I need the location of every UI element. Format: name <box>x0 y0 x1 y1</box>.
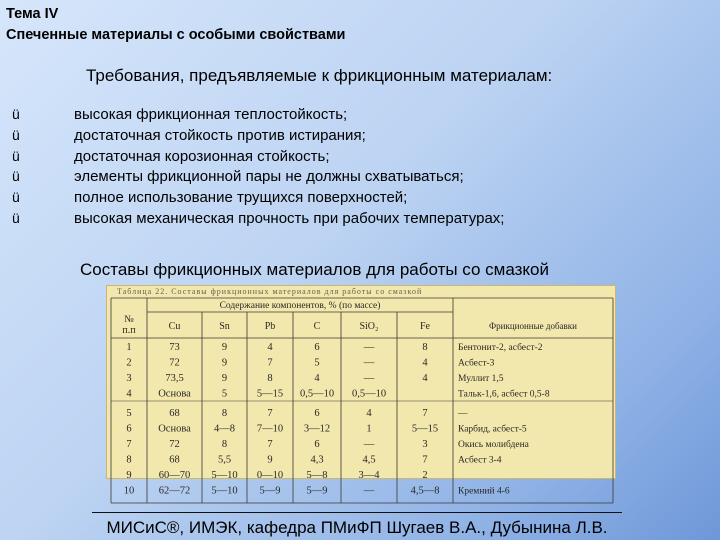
list-item-text: высокая механическая прочность при рабочих температурах; <box>74 209 505 227</box>
table-cell: 3 <box>126 373 132 384</box>
table-cell: 5—15 <box>256 388 284 400</box>
table-cell: 7 <box>267 439 273 450</box>
table-cell: 9 <box>267 454 273 466</box>
table-cell: 0,5—10 <box>299 388 335 400</box>
table-cell: 8 <box>267 373 273 384</box>
table-cell: Карбид, асбест-5 <box>458 424 527 435</box>
table-column-header: SiO₂ <box>359 321 379 332</box>
table-cell: 73 <box>169 342 180 353</box>
slide-title: Спеченные материалы с особыми свойствами <box>6 27 346 43</box>
table-cell: 4 <box>314 373 320 384</box>
table-cell: 73,5 <box>165 373 184 384</box>
table-cell: 10 <box>123 485 135 497</box>
table-cell: 5 <box>314 357 320 369</box>
table-cell: 4 <box>422 357 428 369</box>
table-column-header: Cu <box>168 321 181 332</box>
topic-label: Тема IV <box>6 6 59 22</box>
table-cell: 72 <box>169 357 180 369</box>
footer-credits: МИСиС®, ИМЭК, кафедра ПМиФП Шугаев В.А., Дубынина Л.В. <box>92 512 622 538</box>
table-cell: 4 <box>267 342 273 353</box>
table-cell: 8 <box>422 342 428 353</box>
table-cell: Асбест-3 <box>458 358 495 369</box>
table-cell: — <box>363 485 375 497</box>
table-cell: 7 <box>422 408 428 419</box>
check-icon: ü <box>12 209 20 226</box>
table-cell: 6 <box>314 342 320 353</box>
table-cell: 5,5 <box>217 454 232 466</box>
table-cell: — <box>458 409 468 419</box>
table-cell: 62—72 <box>158 485 191 497</box>
table-cell: 6 <box>314 408 320 419</box>
requirements-title: Требования, предъявляемые к фрикционным материалам: <box>86 66 553 85</box>
list-item <box>8 125 504 146</box>
composition-table <box>107 286 615 497</box>
table-cell: 4 <box>366 408 372 419</box>
table-cell: 3—4 <box>358 470 380 481</box>
table-cell: 60—70 <box>158 470 191 481</box>
table-cell: 9 <box>221 342 228 353</box>
table-cell: 5 <box>221 388 228 400</box>
table-column-header: № <box>124 314 134 325</box>
table-cell: 2 <box>422 470 428 481</box>
table-cell: 5—10 <box>211 485 238 497</box>
list-item-text: высокая фрикционная теплостойкость; <box>74 106 348 123</box>
list-item-text: достаточная стойкость против истирания; <box>74 126 366 144</box>
composition-table-scan <box>106 285 616 497</box>
table-cell: 4—8 <box>214 423 235 435</box>
table-cell: 7 <box>267 408 273 419</box>
table-cell: 68 <box>169 408 180 419</box>
check-icon: ü <box>12 168 20 185</box>
table-cell: 3—12 <box>303 423 331 435</box>
list-item <box>8 104 504 125</box>
table-group-header: Содержание компонентов, % (по массе) <box>219 301 381 311</box>
list-item <box>8 166 504 187</box>
check-icon: ü <box>12 189 20 206</box>
table-cell: 9 <box>221 357 228 369</box>
table-cell: 7 <box>267 357 273 369</box>
list-item <box>8 208 504 229</box>
table-cell: 4,5—8 <box>410 485 440 497</box>
check-icon: ü <box>12 126 20 143</box>
table-cell: 4,3 <box>310 454 324 466</box>
table-cell: 9 <box>221 373 228 384</box>
table-cell: Асбест 3-4 <box>458 455 502 466</box>
table-cell: 8 <box>126 454 132 466</box>
table-cell: 7 <box>422 454 428 466</box>
table-cell: 9 <box>126 470 132 481</box>
table-cell: 4 <box>126 388 132 400</box>
table-cell: 68 <box>169 454 180 466</box>
table-caption: Таблица 22. Составы фрикционных материалов для работы со смазкой <box>117 287 423 296</box>
list-item <box>8 187 504 208</box>
check-icon: ü <box>12 106 20 122</box>
table-cell: Окись молибдена <box>458 440 529 450</box>
table-cell: — <box>363 357 375 369</box>
table-column-header: Фрикционные добавки <box>489 321 577 331</box>
table-cell: — <box>363 342 375 353</box>
table-cell: Муллит 1,5 <box>458 374 504 384</box>
table-cell: 1 <box>126 342 132 353</box>
table-cell: 6 <box>126 423 132 435</box>
table-cell: 5 <box>126 408 132 419</box>
table-column-header: C <box>313 321 321 332</box>
table-cell: 72 <box>169 439 180 450</box>
table-cell: Тальк-1,6, асбест 0,5-8 <box>458 389 550 400</box>
table-cell: Основа <box>158 423 191 435</box>
check-icon: ü <box>12 147 20 164</box>
table-cell: — <box>363 373 375 384</box>
table-cell: — <box>363 439 375 450</box>
list-item-text: элементы фрикционной пары не должны схватываться; <box>74 168 464 186</box>
table-cell: 5—10 <box>211 470 238 481</box>
table-cell: 5—15 <box>411 423 439 435</box>
table-cell: 3 <box>422 439 428 450</box>
table-cell: 5—8 <box>306 470 328 481</box>
table-cell: 0—10 <box>256 470 284 481</box>
requirements-list <box>8 104 504 229</box>
table-column-header: Fe <box>420 321 430 332</box>
list-item-text: достаточная корозионная стойкость; <box>74 147 330 165</box>
table-cell: 7—10 <box>256 423 284 435</box>
table-cell: 5—9 <box>259 485 281 497</box>
table-cell: 7 <box>126 439 132 450</box>
table-cell: 6 <box>314 439 320 450</box>
table-cell: 8 <box>221 408 228 419</box>
table-cell: Бентонит-2, асбест-2 <box>458 343 543 353</box>
table-cell: 0,5—10 <box>351 388 387 400</box>
table-column-header: Sn <box>219 321 230 332</box>
table-column-header: Pb <box>264 321 276 332</box>
table-cell: 1 <box>366 423 372 435</box>
table-cell: 2 <box>126 357 132 369</box>
list-item-text: полное использование трущихся поверхностей; <box>74 189 408 207</box>
table-cell: 4,5 <box>362 454 376 466</box>
table-cell: 8 <box>221 439 228 450</box>
table-cell: Основа <box>158 388 191 400</box>
table-column-header: п.п <box>122 325 136 336</box>
table-cell: 4 <box>422 373 428 384</box>
table-cell: 5—9 <box>306 485 328 497</box>
list-item <box>8 146 504 167</box>
composition-title: Составы фрикционных материалов для работы со смазкой <box>80 260 549 279</box>
table-cell: Кремний 4-6 <box>458 486 510 497</box>
